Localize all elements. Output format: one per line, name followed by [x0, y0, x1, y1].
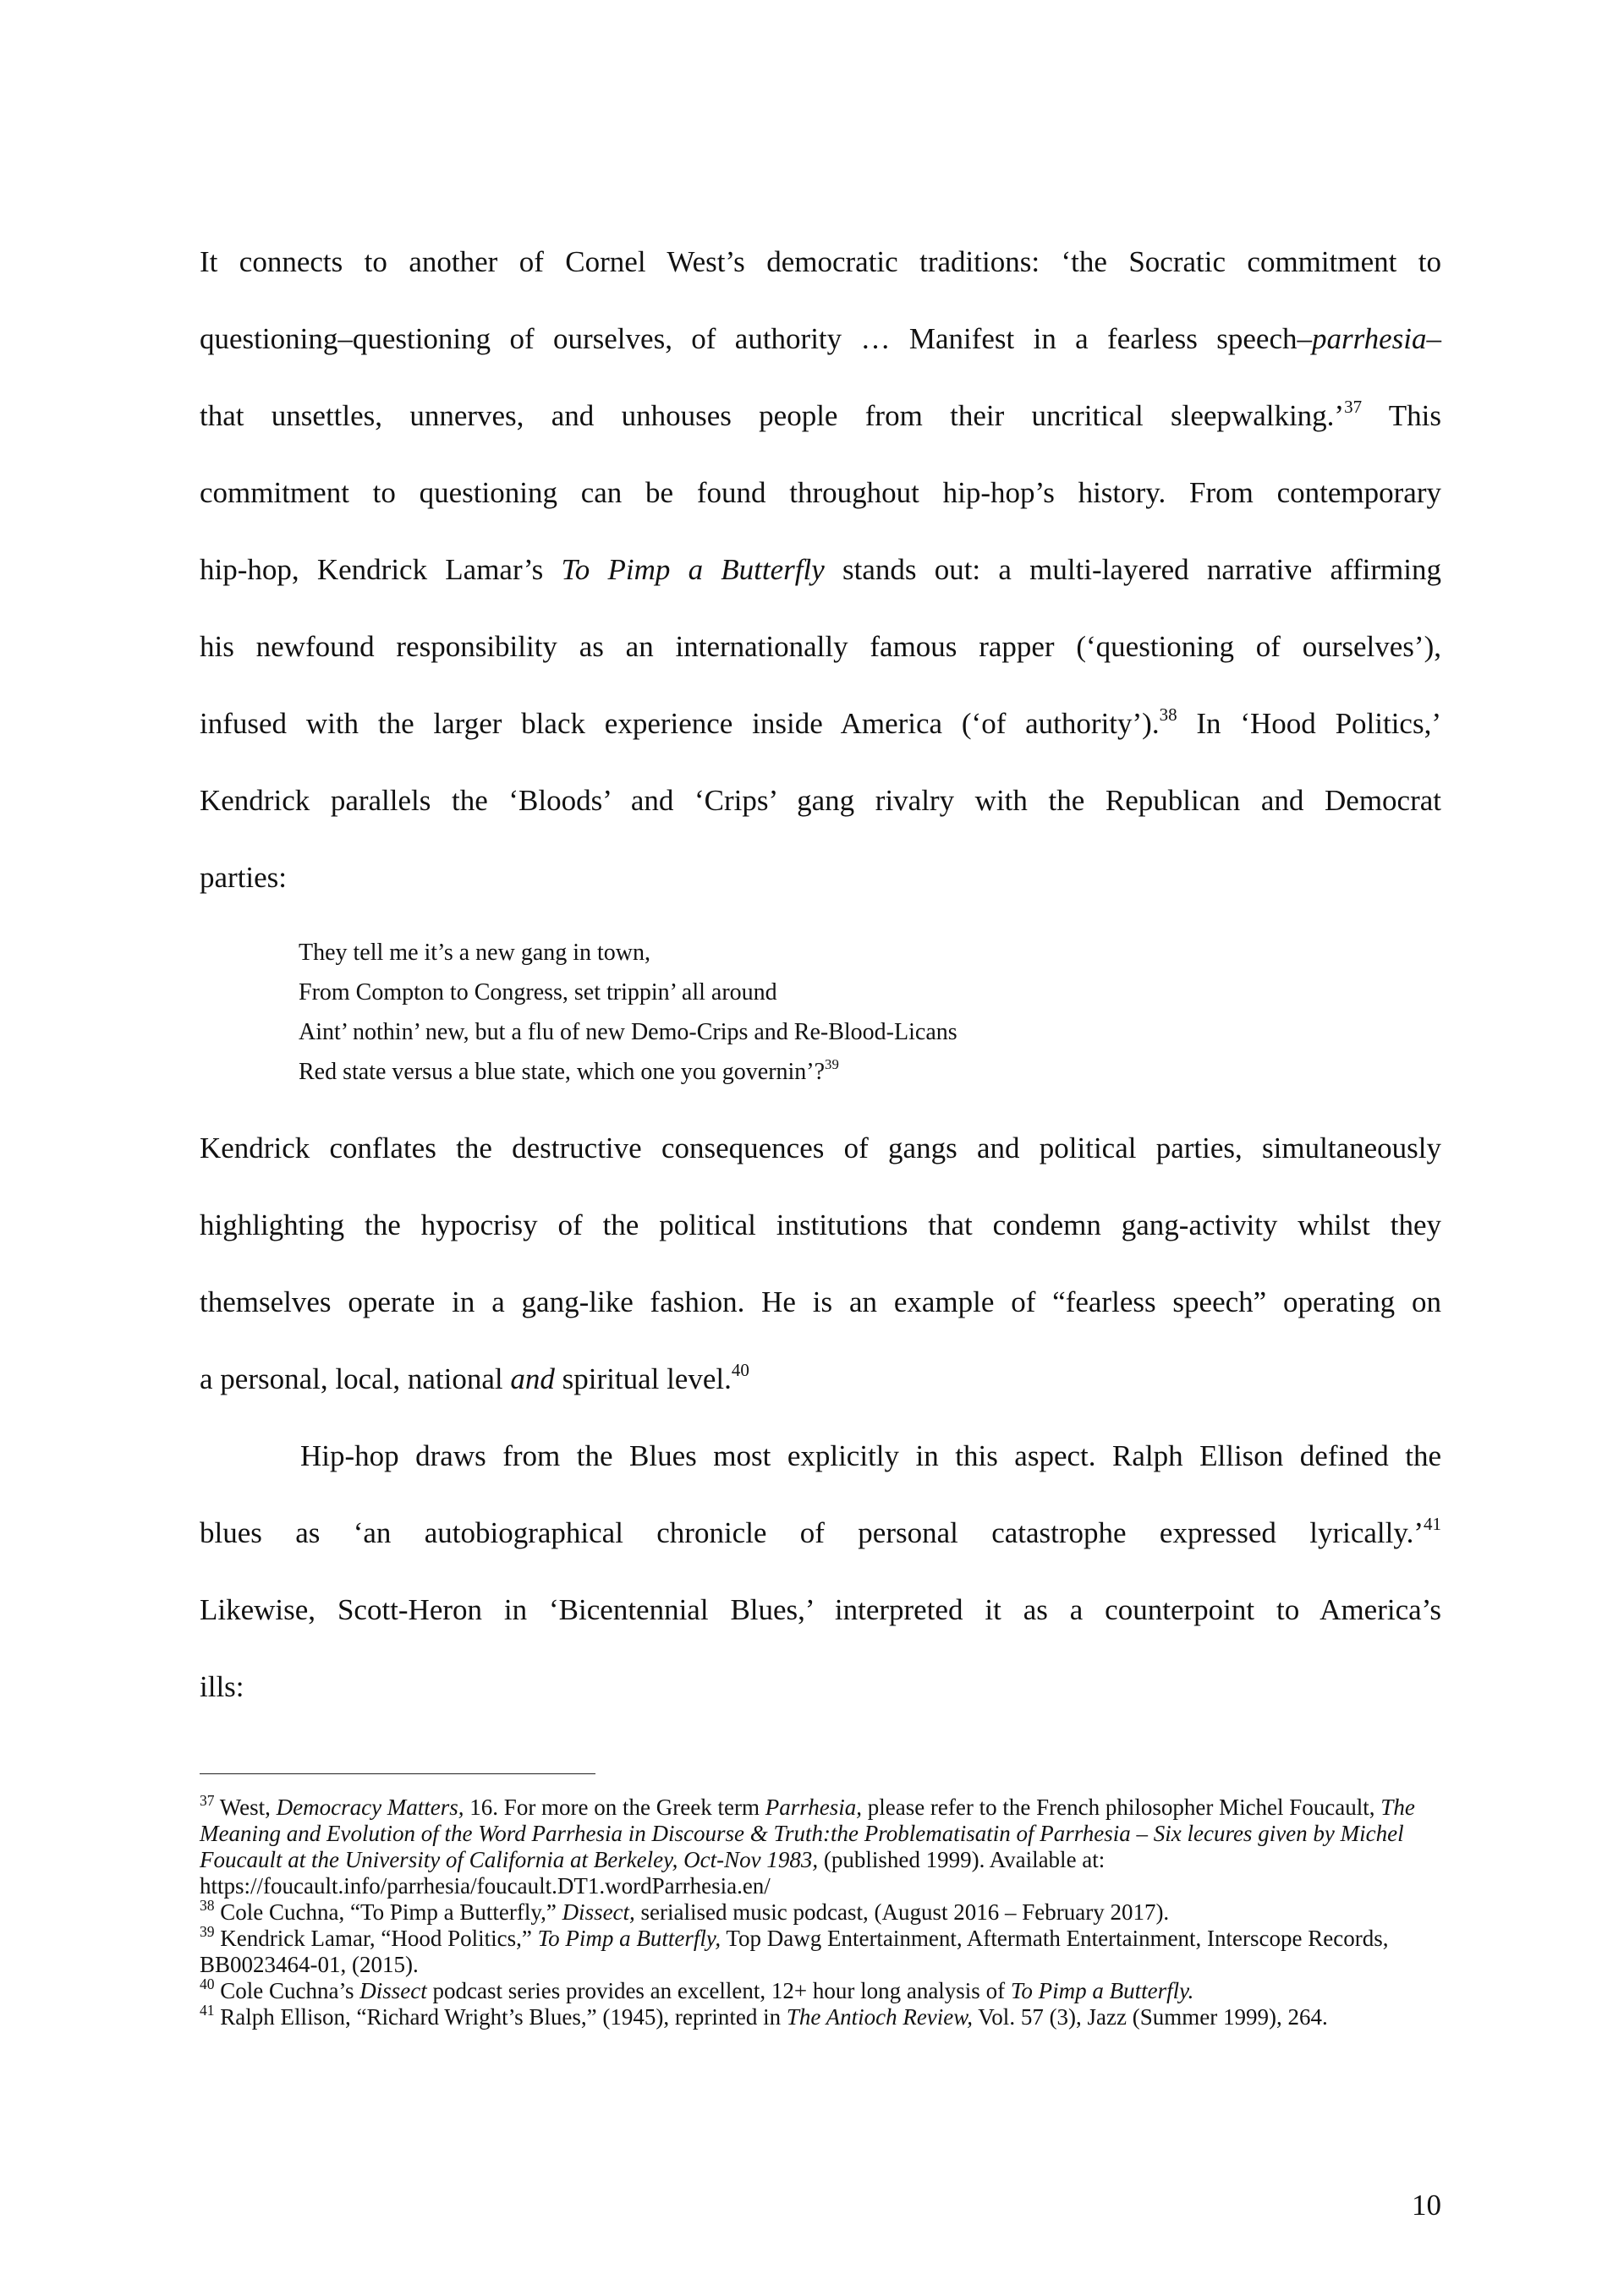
- italic-word: and: [510, 1362, 555, 1395]
- footnote-ref: 40: [731, 1360, 749, 1381]
- italic-title: To Pimp a Butterfly: [561, 553, 825, 586]
- body-line: questioning–questioning of ourselves, of authority … Manifest in a fearless speech–parrhesia–: [200, 322, 1441, 355]
- footnote-40: $^{40}$ Cole Cuchna’s Dissect podcast series provides an excellent, 12+ hour long analysis of To Pimp a Butterfly.: [200, 1975, 1194, 2003]
- body-line: themselves operate in a gang-like fashion. He is an example of “fearless speech” operating on: [200, 1285, 1441, 1318]
- footnote-37: $^{37}$ West, Democracy Matters, 16. For more on the Greek term Parrhesia, please refer to the French philosopher Michel Foucault, The Meaning and Evolution of the Word Parrhesia in Discourse & Truth:the Problematisatin of Parrhesia – Six lecures given by Michel Foucault at the University of California at Berkeley, Oct-Nov 1983, (published 1999). Available at: https://foucault.info/parrhesia/foucault.DT1.wordParrhesia.en/: [200, 1792, 1415, 1899]
- quote-line: From Compton to Congress, set trippin’ all around: [299, 979, 777, 1006]
- footnotes: [200, 1792, 1441, 2030]
- footnote-39: $^{39}$ Kendrick Lamar, “Hood Politics,” To Pimp a Butterfly, Top Dawg Entertainment, Aftermath Entertainment, Interscope Records, BB0023464-01, (2015).: [200, 1923, 1389, 1977]
- body-line: that unsettles, unnerves, and unhouses people from their uncritical sleepwalking.’$^{37}$ This: [200, 397, 1441, 432]
- body-line: Hip-hop draws from the Blues most explicitly in this aspect. Ralph Ellison defined the: [300, 1439, 1441, 1472]
- body-line: his newfound responsibility as an internationally famous rapper (‘questioning of ourselves’),: [200, 630, 1441, 663]
- body-line: Kendrick parallels the ‘Bloods’ and ‘Crips’ gang rivalry with the Republican and Democrat: [200, 784, 1441, 817]
- footnote-ref: 38: [1159, 704, 1177, 726]
- quote-line: Aint’ nothin’ new, but a flu of new Demo-Crips and Re-Blood-Licans: [299, 1019, 957, 1045]
- body-line: It connects to another of Cornel West’s democratic traditions: ‘the Socratic commitment to: [200, 245, 1441, 278]
- page-number: 10: [1412, 2189, 1441, 2222]
- italic-term: parrhesia: [1312, 322, 1427, 355]
- footnote-ref: 39: [825, 1056, 839, 1073]
- body-line: highlighting the hypocrisy of the political institutions that condemn gang-activity whilst they: [200, 1208, 1441, 1241]
- body-line: hip-hop, Kendrick Lamar’s To Pimp a Butterfly stands out: a multi-layered narrative affirming: [200, 553, 1442, 586]
- body-line: Likewise, Scott-Heron in ‘Bicentennial Blues,’ interpreted it as a counterpoint to America’s: [200, 1593, 1441, 1626]
- footnote-ref: 37: [1344, 397, 1363, 418]
- body-line: infused with the larger black experience inside America (‘of authority’).$^{38}$ In ‘Hood Politics,’: [200, 704, 1441, 740]
- body-line: commitment to questioning can be found throughout hip-hop’s history. From contemporary: [200, 476, 1441, 509]
- body-line: parties:: [200, 861, 288, 894]
- body-line: ills:: [200, 1670, 244, 1703]
- footnote-separator: [200, 1773, 595, 1774]
- quote-line: They tell me it’s a new gang in town,: [299, 940, 651, 966]
- footnote-ref: 41: [1424, 1514, 1441, 1535]
- footnote-41: $^{41}$ Ralph Ellison, “Richard Wright’s Blues,” (1945), reprinted in The Antioch Review, Vol. 57 (3), Jazz (Summer 1999), 264.: [200, 2002, 1328, 2030]
- quote-line: Red state versus a blue state, which one you governin’?$^{39}$: [299, 1056, 839, 1085]
- footnote-number: 39: [200, 1923, 215, 1941]
- footnote-number: 40: [200, 1975, 215, 1993]
- block-quote: [299, 933, 1314, 1092]
- footnote-number: 37: [200, 1792, 215, 1810]
- footnote-number: 41: [200, 2002, 215, 2019]
- body-line: Kendrick conflates the destructive consequences of gangs and political parties, simultaneously: [200, 1132, 1441, 1164]
- body-line: a personal, local, national and spiritual level.$^{40}$: [200, 1360, 749, 1395]
- footnote-number: 38: [200, 1897, 215, 1915]
- footnote-38: $^{38}$ Cole Cuchna, “To Pimp a Butterfly,” Dissect, serialised music podcast, (August 2016 – February 2017).: [200, 1897, 1170, 1925]
- body-line: blues as ‘an autobiographical chronicle of personal catastrophe expressed lyrically.’$^{41}$: [200, 1514, 1441, 1549]
